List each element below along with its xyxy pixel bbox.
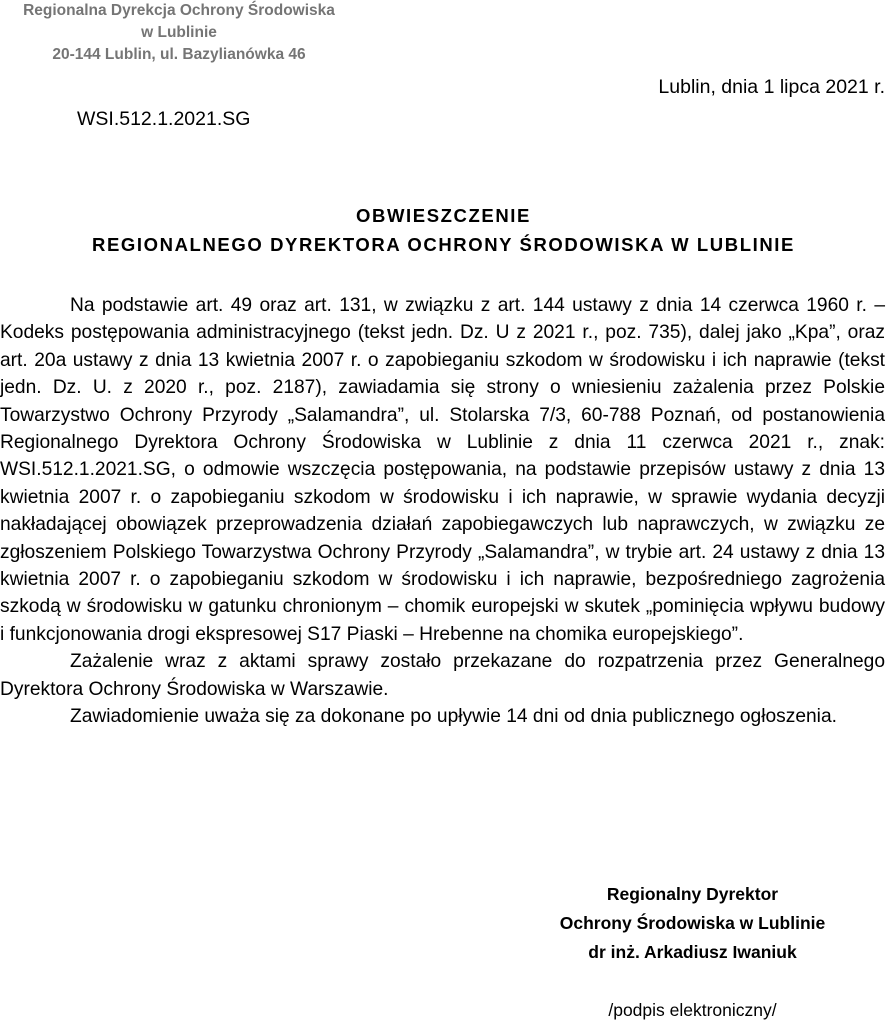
body-paragraph: Zażalenie wraz z aktami sprawy zostało przekazane do rozpatrzenia przez Generalnego Dyrektora Ochrony Środowiska w Warszawie. bbox=[0, 651, 885, 700]
reference-number: WSI.512.1.2021.SG bbox=[77, 108, 251, 130]
electronic-signature-note: /podpis elektroniczny/ bbox=[608, 1000, 777, 1020]
title-line-1: OBWIESZCZENIE bbox=[356, 205, 531, 226]
sender-address: 20-144 Lublin, ul. Bazylianówka 46 bbox=[52, 46, 306, 63]
signature-block bbox=[500, 880, 885, 967]
body-paragraph: Na podstawie art. 49 oraz art. 131, w związku z art. 144 ustawy z dnia 14 czerwca 1960 r. – Kodeks postępowania administracyjnego (tekst jedn. Dz. U z 2021 r., poz. 735), dalej jako „Kpa”, oraz art. 20a ustawy z dnia 13 kwietnia 2007 r. o zapobieganiu szkodom w środowisku i ich naprawie (tekst jedn. Dz. U. z 2020 r., poz. 2187), zawiadamia się strony o wniesieniu zażalenia przez Polskie Towarzystwo Ochrony Przyrody „Salamandra”, ul. Stolarska 7/3, 60-788 Poznań, od postanowienia Regionalnego Dyrektora Ochrony Środowiska w Lublinie z dnia 11 czerwca 2021 r., znak: WSI.512.1.2021.SG, o odmowie wszczęcia postępowania, na podstawie przepisów ustawy z dnia 13 kwietnia 2007 r. o zapobieganiu szkodom w środowisku i ich naprawie, w sprawie wydania decyzji nakładającej obowiązek przeprowadzenia działań zapobiegawczych lub naprawczych, w związku ze zgłoszeniem Polskiego Towarzystwa Ochrony Przyrody „Salamandra”, w trybie art. 24 ustawy z dnia 13 kwietnia 2007 r. o zapobieganiu szkodom w środowisku i ich naprawie, bezpośredniego zagrożenia szkodą w środowisku w gatunku chronionym – chomik europejski w skutek „pominięcia wpływu budowy i funkcjonowania drogi ekspresowej S17 Piaski – Hrebenne na chomika europejskiego”. bbox=[0, 295, 885, 645]
signatory-title-line-1: Regionalny Dyrektor bbox=[606, 884, 779, 904]
signatory-title-line-2: Ochrony Środowiska w Lublinie bbox=[559, 913, 826, 933]
signatory-name: dr inż. Arkadiusz Iwaniuk bbox=[588, 942, 797, 962]
document-body bbox=[0, 292, 885, 731]
body-paragraph: Zawiadomienie uważa się za dokonane po upływie 14 dni od dnia publicznego ogłoszenia. bbox=[70, 706, 837, 728]
sender-letterhead bbox=[0, 0, 358, 66]
place-date: Lublin, dnia 1 lipca 2021 r. bbox=[658, 76, 885, 98]
document-title bbox=[0, 201, 887, 259]
title-line-2: REGIONALNEGO DYREKTORA OCHRONY ŚRODOWISKA W LUBLINIE bbox=[92, 234, 795, 255]
sender-city: w Lublinie bbox=[141, 24, 217, 41]
sender-name: Regionalna Dyrekcja Ochrony Środowiska bbox=[23, 2, 335, 19]
